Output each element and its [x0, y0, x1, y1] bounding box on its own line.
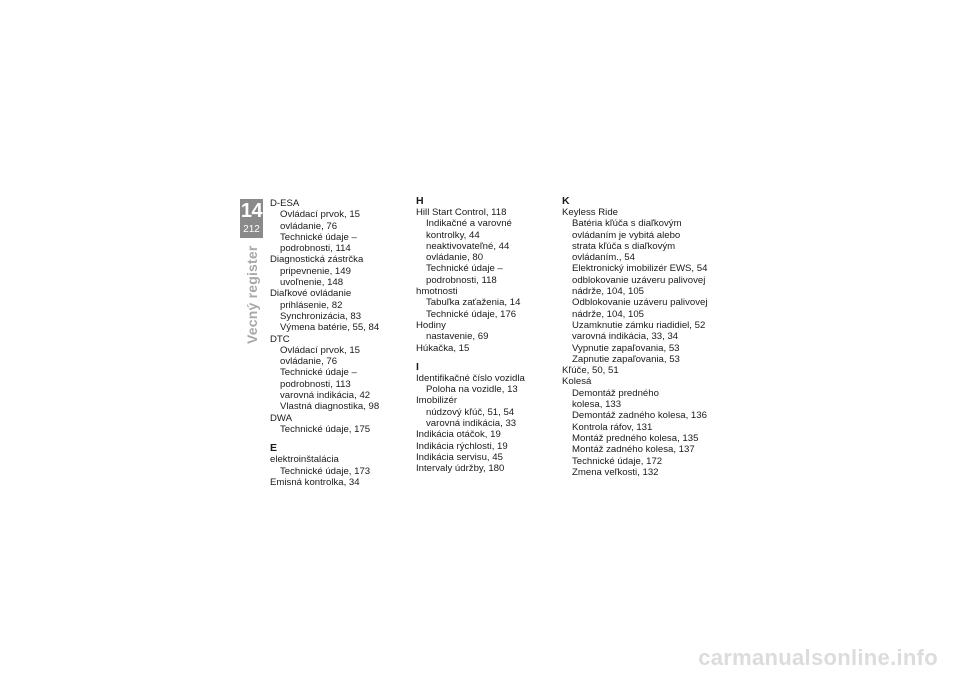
index-subentry: podrobnosti, 118	[426, 274, 497, 286]
index-subentry: Technické údaje, 172	[572, 455, 663, 467]
index-entry: Intervaly údržby, 180	[416, 463, 505, 475]
index-subentry: Technické údaje, 173	[280, 465, 371, 477]
index-subentry: ovládanie, 80	[426, 252, 484, 264]
section-title: Vecný register	[244, 245, 260, 344]
index-subentry: Indikačné a varovné	[426, 218, 512, 230]
index-subentry: Ovládací prvok, 15	[280, 209, 360, 221]
index-entry: Identifikačné číslo vozidla	[416, 372, 525, 384]
index-subentry: Montáž predného kolesa, 135	[572, 432, 699, 444]
index-column-2	[416, 195, 525, 475]
chapter-number: 14	[240, 200, 263, 222]
index-subentry: nádrže, 104, 105	[572, 308, 645, 320]
index-entry: Hodiny	[416, 319, 446, 331]
index-subentry: neaktivovateľné, 44	[426, 240, 510, 252]
index-subentry: Zmena veľkosti, 132	[572, 466, 659, 478]
index-entry: Diagnostická zástrčka	[270, 254, 364, 266]
index-entry: Emisná kontrolka, 34	[270, 476, 360, 488]
index-subentry: Ovládací prvok, 15	[280, 344, 360, 356]
index-subentry: Technické údaje –	[280, 367, 357, 379]
index-column-1	[270, 198, 379, 488]
index-entry: Kľúče, 50, 51	[562, 365, 619, 377]
index-subentry: Vlastná diagnostika, 98	[280, 401, 380, 413]
index-entry: Indikácia servisu, 45	[416, 451, 503, 463]
index-subentry: varovná indikácia, 42	[280, 390, 371, 402]
index-subentry: ovládanie, 76	[280, 356, 338, 368]
index-subentry: núdzový kľúč, 51, 54	[426, 406, 515, 418]
index-subentry: Kontrola ráfov, 131	[572, 421, 653, 433]
index-subentry: Výmena batérie, 55, 84	[280, 322, 380, 334]
index-entry: D-ESA	[270, 198, 300, 209]
index-entry: Hill Start Control, 118	[416, 207, 507, 218]
index-subentry: Technické údaje, 176	[426, 308, 517, 320]
page-number: 212	[243, 224, 260, 235]
index-subentry: kontrolky, 44	[426, 229, 480, 241]
index-subentry: Synchronizácia, 83	[280, 310, 362, 322]
index-subentry: pripevnenie, 149	[280, 265, 351, 277]
index-subentry: Technické údaje –	[426, 263, 503, 275]
index-subentry: podrobnosti, 113	[280, 378, 351, 390]
index-subentry: uvoľnenie, 148	[280, 277, 344, 289]
index-subentry: podrobnosti, 114	[280, 243, 351, 255]
index-subentry: odblokovanie uzáveru palivovej	[572, 274, 706, 286]
index-entry: DTC	[270, 333, 290, 345]
index-subentry: ovládanie, 76	[280, 220, 338, 232]
index-subentry: varovná indikácia, 33, 34	[572, 331, 679, 343]
index-subentry: Demontáž predného	[572, 387, 659, 399]
index-column-3	[562, 195, 708, 478]
index-subentry: Odblokovanie uzáveru palivovej	[572, 297, 708, 309]
index-subentry: prihlásenie, 82	[280, 299, 343, 311]
index-subentry: Uzamknutie zámku riadidiel, 52	[572, 319, 706, 331]
index-subentry: Batéria kľúča s diaľkovým	[572, 218, 682, 230]
index-subentry: ovládaním., 54	[572, 252, 635, 264]
index-letter-heading: K	[562, 195, 570, 207]
index-entry: Húkačka, 15	[416, 342, 470, 354]
index-subentry: nádrže, 104, 105	[572, 286, 645, 298]
index-entry: Imobilizér	[416, 395, 458, 407]
index-entry: Keyless Ride	[562, 207, 618, 218]
index-subentry: nastavenie, 69	[426, 331, 489, 343]
index-entry: elektroinštalácia	[270, 454, 339, 466]
index-subentry: Poloha na vozidle, 13	[426, 384, 518, 396]
index-subentry: Technické údaje, 175	[280, 423, 371, 435]
index-entry: Kolesá	[562, 376, 592, 388]
index-subentry: Zapnutie zapaľovania, 53	[572, 353, 680, 365]
index-letter-heading: I	[416, 360, 419, 373]
watermark: carmanualsonline.info	[698, 645, 938, 670]
index-subentry: Elektronický imobilizér EWS, 54	[572, 263, 708, 275]
index-entry: Indikácia otáčok, 19	[416, 429, 501, 441]
index-entry: Diaľkové ovládanie	[270, 288, 352, 300]
index-letter-heading: H	[416, 195, 424, 207]
index-subentry: varovná indikácia, 33	[426, 418, 517, 430]
index-subentry: Montáž zadného kolesa, 137	[572, 444, 695, 456]
index-entry: hmotnosti	[416, 286, 458, 298]
index-subentry: Vypnutie zapaľovania, 53	[572, 342, 680, 354]
chapter-tab	[240, 199, 263, 238]
index-subentry: Demontáž zadného kolesa, 136	[572, 410, 707, 422]
index-subentry: kolesa, 133	[572, 399, 622, 411]
index-entry: Indikácia rýchlosti, 19	[416, 440, 508, 452]
index-subentry: strata kľúča s diaľkovým	[572, 240, 676, 252]
index-subentry: ovládaním je vybitá alebo	[572, 229, 681, 241]
index-subentry: Tabuľka zaťaženia, 14	[426, 297, 521, 309]
index-letter-heading: E	[270, 442, 278, 455]
index-entry: DWA	[270, 412, 293, 424]
index-subentry: Technické údaje –	[280, 231, 357, 243]
